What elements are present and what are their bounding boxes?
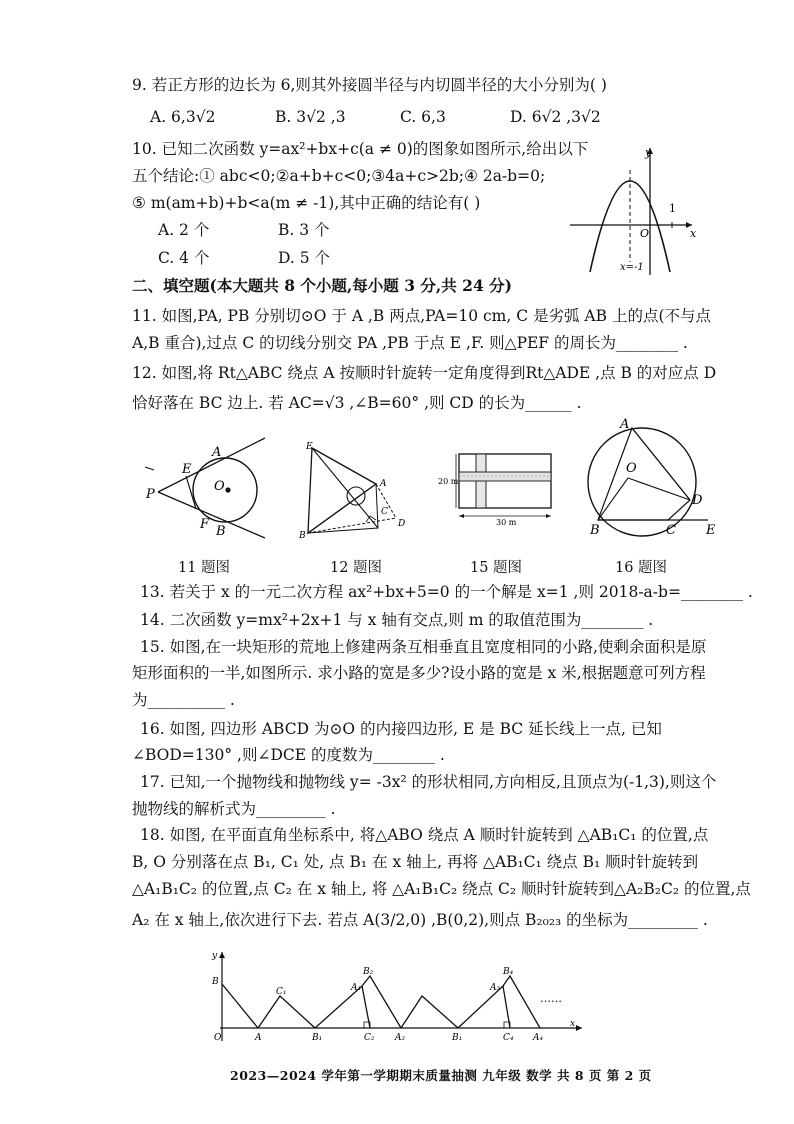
q15-line2: 矩形面积的一半,如图所示. 求小路的宽是多少?设小路的宽是 x 米,根据题意可列方程 xyxy=(132,664,706,682)
q18-line3: △A₁B₁C₂ 的位置,点 C₂ 在 x 轴上, 将 △A₁B₁C₂ 绕点 C₂ 顺时针旋转到△A₂B₂C₂ 的位置,点 xyxy=(132,880,751,898)
fig12-label-a: A xyxy=(380,479,387,489)
figure-12 xyxy=(298,440,408,540)
q18-label-c1: C₁ xyxy=(276,987,287,997)
q18-label-b2: B₂ xyxy=(363,967,374,977)
q15-line1: 15. 如图,在一块矩形的荒地上修建两条互相垂直且宽度相同的小路,使剩余面积是原 xyxy=(140,638,707,656)
q10-line3: ⑤ m(am+b)+b<a(m ≠ -1),其中正确的结论有( ) xyxy=(132,194,481,212)
q9-option-b: B. 3√2 ,3 xyxy=(275,108,346,126)
fig12-label-e: E xyxy=(306,442,313,452)
q18-graph xyxy=(200,946,590,1046)
figure-11 xyxy=(140,420,280,540)
q18-label-a4: A₄ xyxy=(533,1033,544,1043)
q10-option-b: B. 3 个 xyxy=(278,221,330,239)
q9-option-a: A. 6,3√2 xyxy=(150,108,216,126)
fig16-label-o: O xyxy=(626,461,637,476)
q18-y-label: y xyxy=(212,951,218,961)
fig16-label-e: E xyxy=(706,523,716,538)
q11-line2: A,B 重合),过点 C 的切线分别交 PA ,PB 于点 E ,F. 则△PEF 的周长为________ . xyxy=(132,334,688,352)
page-footer: 2023—2024 学年第一学期期末质量抽测 九年级 数学 共 8 页 第 2 页 xyxy=(230,1068,652,1083)
fig16-label-a: A xyxy=(620,417,630,432)
q18-label-a1: A₁ xyxy=(351,983,362,993)
fig12-label-d: D xyxy=(398,519,406,529)
fig11-caption: 11 题图 xyxy=(178,560,231,576)
q12-line1: 12. 如图,将 Rt△ABC 绕点 A 按顺时针旋转一定角度得到Rt△ADE ,点 B 的对应点 D xyxy=(132,364,717,382)
fig15-width-label: 30 m xyxy=(496,518,517,527)
q17-line2: 抛物线的解析式为_________ . xyxy=(132,800,336,818)
q18-label-a3: A₃ xyxy=(490,983,501,993)
fig11-label-a: A xyxy=(212,445,222,460)
q18-label-c4: C₄ xyxy=(503,1033,514,1043)
q18-line4: A₂ 在 x 轴上,依次进行下去. 若点 A(3/2,0) ,B(0,2),则点 B₂₀₂₃ 的坐标为_________ . xyxy=(132,911,708,929)
q15-line3: 为__________ . xyxy=(132,691,235,709)
q10-option-d: D. 5 个 xyxy=(278,249,331,267)
q18-label-a: A xyxy=(255,1033,262,1043)
q18-ellipsis: …… xyxy=(540,992,562,1005)
q11-line1: 11. 如图,PA, PB 分别切⊙O 于 A ,B 两点,PA=10 cm, C 是劣弧 AB 上的点(不与点 xyxy=(132,307,711,325)
fig11-label-b: B xyxy=(216,524,226,539)
fig15-caption: 15 题图 xyxy=(470,560,523,576)
q18-label-b4: B₄ xyxy=(503,967,514,977)
fig12-label-b: B xyxy=(299,531,306,540)
q14-line1: 14. 二次函数 y=mx²+2x+1 与 x 轴有交点,则 m 的取值范围为________ . xyxy=(140,611,654,629)
q17-line1: 17. 已知,一个抛物线和抛物线 y= -3x² 的形状相同,方向相反,且顶点为(-1,3),则这个 xyxy=(140,773,717,791)
q10-line2: 五个结论:① abc<0;②a+b+c<0;③4a+c>2b;④ 2a-b=0; xyxy=(132,167,546,185)
q18-label-b1: B₁ xyxy=(312,1033,323,1043)
q13-line1: 13. 若关于 x 的一元二次方程 ax²+bx+5=0 的一个解是 x=1 ,则 2018-a-b=________ . xyxy=(140,583,753,601)
q9-stem: 9. 若正方形的边长为 6,则其外接圆半径与内切圆半径的大小分别为( ) xyxy=(132,76,607,94)
q10-axis-label: x=-1 xyxy=(620,262,644,273)
q16-line2: ∠BOD=130° ,则∠DCE 的度数为________ . xyxy=(132,746,445,764)
q10-x-label: x xyxy=(690,227,697,240)
fig16-label-b: B xyxy=(590,523,600,538)
q10-parabola-figure xyxy=(560,140,700,280)
q18-label-c2: C₂ xyxy=(364,1033,375,1043)
q18-line1: 18. 如图, 在平面直角坐标系中, 将△ABO 绕点 A 顺时针旋转到 △AB₁C₁ 的位置,点 xyxy=(140,826,709,844)
fig12-caption: 12 题图 xyxy=(330,560,383,576)
fig16-caption: 16 题图 xyxy=(615,560,668,576)
fig11-label-f: F xyxy=(200,517,210,532)
q10-option-c: C. 4 个 xyxy=(158,249,210,267)
q12-line2: 恰好落在 BC 边上. 若 AC=√3 ,∠B=60° ,则 CD 的长为______ . xyxy=(132,394,582,412)
q18-x-label: x xyxy=(570,1019,576,1029)
fig16-label-c: C xyxy=(666,523,676,538)
fig11-label-o: O xyxy=(214,479,225,494)
fig15-height-label: 20 m xyxy=(438,477,459,486)
figure-16 xyxy=(580,412,720,542)
q18-label-b: B xyxy=(212,977,219,987)
fig11-label-p: P xyxy=(146,487,155,502)
q10-line1: 10. 已知二次函数 y=ax²+bx+c(a ≠ 0)的图象如图所示,给出以下 xyxy=(132,140,589,158)
q10-origin-label: O xyxy=(640,227,650,240)
q9-option-c: C. 6,3 xyxy=(400,108,446,126)
q16-line1: 16. 如图, 四边形 ABCD 为⊙O 的内接四边形, E 是 BC 延长线上一点, 已知 xyxy=(140,720,662,738)
q18-line2: B, O 分别落在点 B₁, C₁ 处, 点 B₁ 在 x 轴上, 再将 △AB₁C₁ 绕点 B₁ 顺时针旋转到 xyxy=(132,853,699,871)
section-2-title: 二、填空题(本大题共 8 个小题,每小题 3 分,共 24 分) xyxy=(132,276,512,295)
fig12-label-c: C xyxy=(381,507,388,517)
q18-label-b3: B₁ xyxy=(452,1033,463,1043)
fig16-label-d: D xyxy=(692,493,703,508)
q18-label-a2: A₂ xyxy=(395,1033,406,1043)
fig11-label-e: E xyxy=(182,462,192,477)
q10-option-a: A. 2 个 xyxy=(158,221,210,239)
q10-one-label: 1 xyxy=(669,202,676,215)
figure-15 xyxy=(436,448,566,533)
q9-option-d: D. 6√2 ,3√2 xyxy=(510,108,601,126)
q10-y-label: y xyxy=(645,146,652,159)
q18-label-o: O xyxy=(214,1033,222,1043)
